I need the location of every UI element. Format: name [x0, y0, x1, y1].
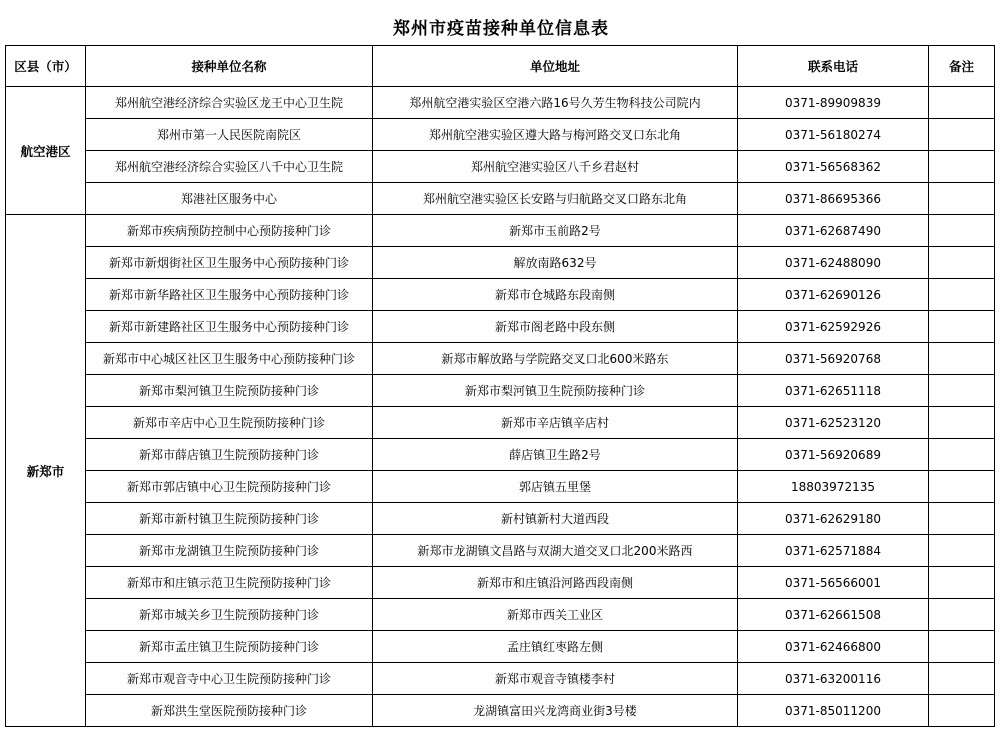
phone-cell: 18803972135 [738, 471, 929, 503]
unit-name-cell: 新郑市观音寺中心卫生院预防接种门诊 [86, 663, 373, 695]
phone-cell: 0371-62690126 [738, 279, 929, 311]
header-name: 接种单位名称 [86, 46, 373, 87]
unit-name-cell: 郑州航空港经济综合实验区龙王中心卫生院 [86, 87, 373, 119]
table-row [6, 343, 995, 375]
note-cell [929, 215, 995, 247]
unit-name-cell: 郑州市第一人民医院南院区 [86, 119, 373, 151]
table-row [6, 279, 995, 311]
note-cell [929, 535, 995, 567]
table-row [6, 567, 995, 599]
unit-address-cell: 新郑市玉前路2号 [373, 215, 738, 247]
phone-cell: 0371-85011200 [738, 695, 929, 727]
table-row [6, 311, 995, 343]
phone-cell: 0371-62592926 [738, 311, 929, 343]
unit-address-cell: 新郑市西关工业区 [373, 599, 738, 631]
unit-address-cell: 新郑市龙湖镇文昌路与双湖大道交叉口北200米路西 [373, 535, 738, 567]
unit-address-cell: 龙湖镇富田兴龙湾商业街3号楼 [373, 695, 738, 727]
vaccination-sites-table [5, 45, 995, 727]
unit-address-cell: 郑州航空港实验区遵大路与梅河路交叉口东北角 [373, 119, 738, 151]
note-cell [929, 631, 995, 663]
unit-name-cell: 新郑市疾病预防控制中心预防接种门诊 [86, 215, 373, 247]
table-row [6, 247, 995, 279]
unit-name-cell: 新郑市新烟街社区卫生服务中心预防接种门诊 [86, 247, 373, 279]
unit-address-cell: 新郑市解放路与学院路交叉口北600米路东 [373, 343, 738, 375]
header-address: 单位地址 [373, 46, 738, 87]
note-cell [929, 599, 995, 631]
unit-name-cell: 郑港社区服务中心 [86, 183, 373, 215]
table-row [6, 663, 995, 695]
unit-name-cell: 新郑市郭店镇中心卫生院预防接种门诊 [86, 471, 373, 503]
table-body [6, 87, 995, 727]
table-header-row [6, 46, 995, 87]
unit-address-cell: 新郑市仓城路东段南侧 [373, 279, 738, 311]
table-row [6, 535, 995, 567]
note-cell [929, 119, 995, 151]
unit-name-cell: 新郑市辛店中心卫生院预防接种门诊 [86, 407, 373, 439]
unit-address-cell: 郑州航空港实验区空港六路16号久芳生物科技公司院内 [373, 87, 738, 119]
table-row [6, 119, 995, 151]
unit-address-cell: 新郑市辛店镇辛店村 [373, 407, 738, 439]
phone-cell: 0371-86695366 [738, 183, 929, 215]
phone-cell: 0371-56920689 [738, 439, 929, 471]
phone-cell: 0371-63200116 [738, 663, 929, 695]
note-cell [929, 503, 995, 535]
note-cell [929, 471, 995, 503]
phone-cell: 0371-62687490 [738, 215, 929, 247]
unit-name-cell: 郑州航空港经济综合实验区八千中心卫生院 [86, 151, 373, 183]
note-cell [929, 567, 995, 599]
table-row [6, 599, 995, 631]
note-cell [929, 279, 995, 311]
unit-address-cell: 新郑市阁老路中段东侧 [373, 311, 738, 343]
note-cell [929, 407, 995, 439]
page-title: 郑州市疫苗接种单位信息表 [393, 19, 609, 39]
header-phone: 联系电话 [738, 46, 929, 87]
table-row [6, 471, 995, 503]
note-cell [929, 247, 995, 279]
phone-cell: 0371-56920768 [738, 343, 929, 375]
table-row [6, 631, 995, 663]
unit-address-cell: 郭店镇五里堡 [373, 471, 738, 503]
unit-name-cell: 新郑市新建路社区卫生服务中心预防接种门诊 [86, 311, 373, 343]
note-cell [929, 375, 995, 407]
header-note: 备注 [929, 46, 995, 87]
phone-cell: 0371-62651118 [738, 375, 929, 407]
unit-address-cell: 新郑市和庄镇沿河路西段南侧 [373, 567, 738, 599]
unit-address-cell: 新郑市梨河镇卫生院预防接种门诊 [373, 375, 738, 407]
note-cell [929, 343, 995, 375]
header-district: 区县（市） [6, 46, 86, 87]
phone-cell: 0371-62488090 [738, 247, 929, 279]
unit-name-cell: 新郑市和庄镇示范卫生院预防接种门诊 [86, 567, 373, 599]
table-row [6, 183, 995, 215]
note-cell [929, 695, 995, 727]
unit-name-cell: 新郑市薛店镇卫生院预防接种门诊 [86, 439, 373, 471]
unit-address-cell: 薛店镇卫生路2号 [373, 439, 738, 471]
phone-cell: 0371-62661508 [738, 599, 929, 631]
phone-cell: 0371-62629180 [738, 503, 929, 535]
table-row [6, 375, 995, 407]
unit-address-cell: 郑州航空港实验区长安路与归航路交叉口路东北角 [373, 183, 738, 215]
unit-name-cell: 新郑市城关乡卫生院预防接种门诊 [86, 599, 373, 631]
table-row [6, 439, 995, 471]
phone-cell: 0371-56568362 [738, 151, 929, 183]
unit-address-cell: 新村镇新村大道西段 [373, 503, 738, 535]
phone-cell: 0371-62523120 [738, 407, 929, 439]
phone-cell: 0371-89909839 [738, 87, 929, 119]
phone-cell: 0371-56566001 [738, 567, 929, 599]
table-row [6, 151, 995, 183]
unit-name-cell: 新郑市孟庄镇卫生院预防接种门诊 [86, 631, 373, 663]
phone-cell: 0371-56180274 [738, 119, 929, 151]
district-cell: 新郑市 [6, 215, 86, 727]
unit-address-cell: 解放南路632号 [373, 247, 738, 279]
table-row [6, 695, 995, 727]
unit-address-cell: 孟庄镇红枣路左侧 [373, 631, 738, 663]
note-cell [929, 151, 995, 183]
unit-name-cell: 新郑市中心城区社区卫生服务中心预防接种门诊 [86, 343, 373, 375]
unit-name-cell: 新郑洪生堂医院预防接种门诊 [86, 695, 373, 727]
unit-name-cell: 新郑市梨河镇卫生院预防接种门诊 [86, 375, 373, 407]
table-row [6, 407, 995, 439]
table-row [6, 87, 995, 119]
note-cell [929, 183, 995, 215]
table-row [6, 503, 995, 535]
unit-name-cell: 新郑市新华路社区卫生服务中心预防接种门诊 [86, 279, 373, 311]
note-cell [929, 439, 995, 471]
phone-cell: 0371-62466800 [738, 631, 929, 663]
unit-name-cell: 新郑市龙湖镇卫生院预防接种门诊 [86, 535, 373, 567]
note-cell [929, 663, 995, 695]
unit-name-cell: 新郑市新村镇卫生院预防接种门诊 [86, 503, 373, 535]
district-cell: 航空港区 [6, 87, 86, 215]
note-cell [929, 87, 995, 119]
unit-address-cell: 新郑市观音寺镇楼李村 [373, 663, 738, 695]
note-cell [929, 311, 995, 343]
table-row [6, 215, 995, 247]
phone-cell: 0371-62571884 [738, 535, 929, 567]
unit-address-cell: 郑州航空港实验区八千乡君赵村 [373, 151, 738, 183]
